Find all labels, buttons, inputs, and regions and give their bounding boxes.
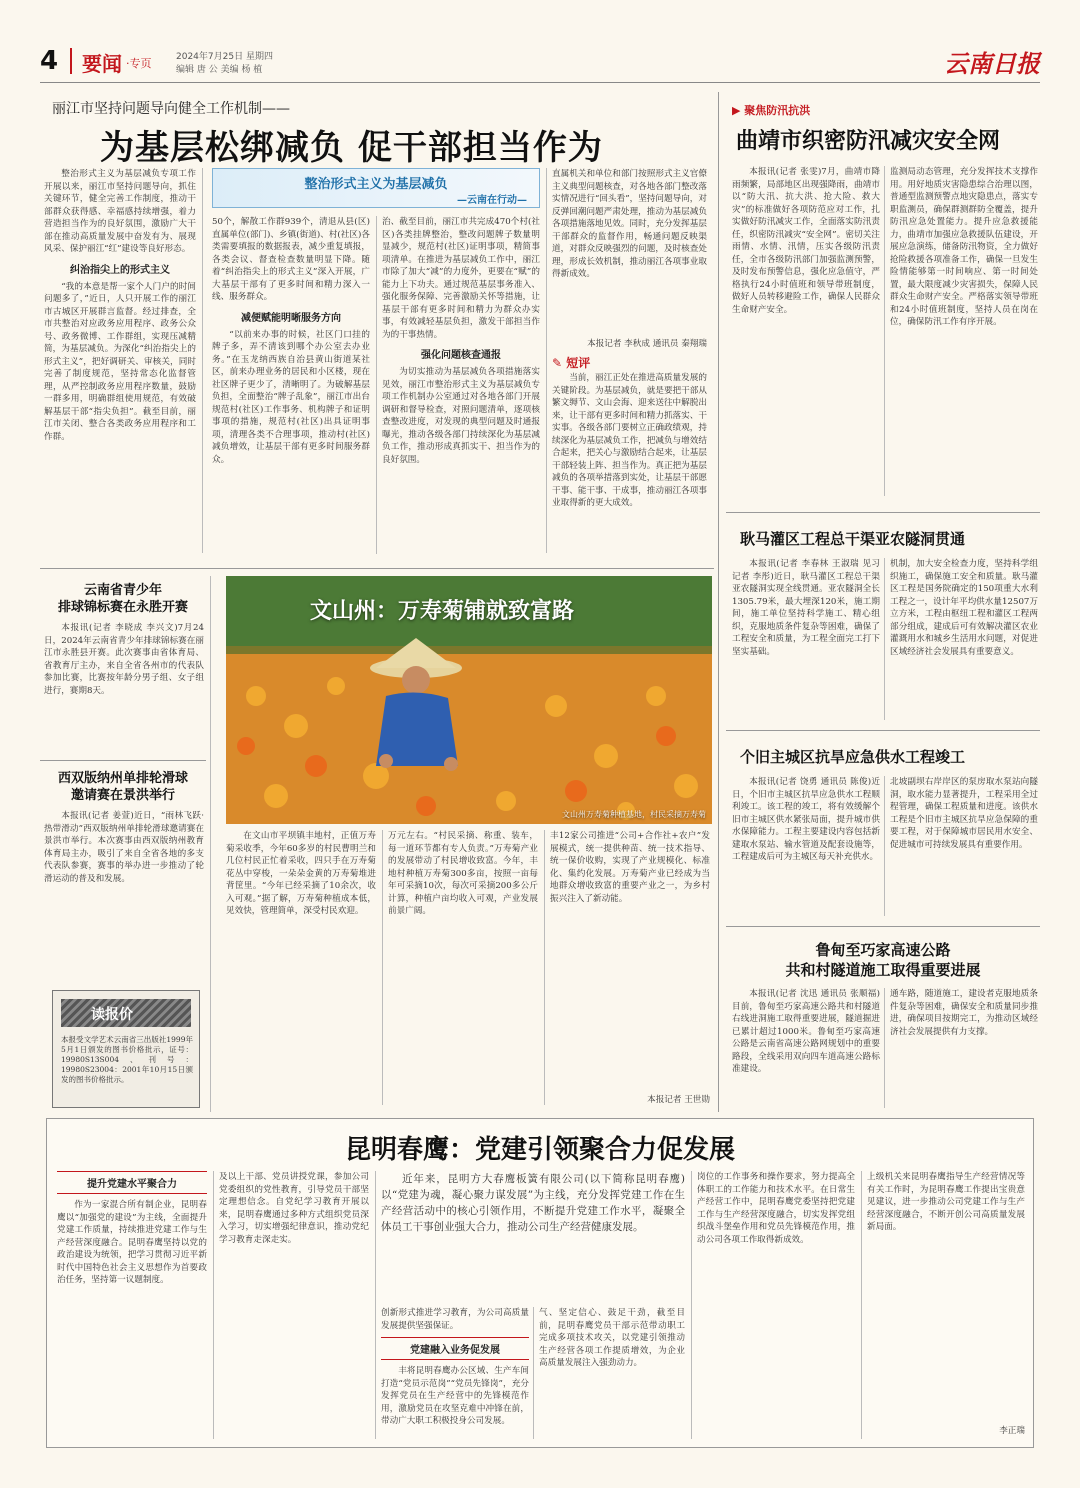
lijiang-col3-text: 治、截至目前，丽江市共完成470个村(社区)各类挂牌整治，整改问题牌子数量明显减少，规范村(社区)证明事项，精简事项清单。在推进为基层减负工作中，丽江市除了加大“减”的力度外，更要在“赋”的能力上下功夫。通过规范基层事务准入、强化服务保障、完善激励关怀等措施，让基层干部有更多时间和精力为群众办实事，有效减轻基层负担，激发干部担当作为的干事热情。	[382, 217, 540, 340]
lijiang-col2-text: 50个，解散工作群939个，清退从县(区)直属单位(部门)、乡镇(街道)、村(社区)各类需要填报的数据报表，减少重复填报，各类会议、督查检查数量明显下降。随着“纠治指尖上的形式主义”深入开展，广大基层干部有了更多时间和精力深入一线、服务群众。	[212, 217, 370, 302]
qujing-col2: 监测局动态管理，充分发挥技术支撑作用。用好地质灾害隐患综合治理以图，普通型监测预警点地灾隐患点，落实专职监测员，确保群测群防全覆盖，提升防汛应急处置能力。提升应急救援能力，曲靖市加强应急救援队伍建设，开展应急演练，储备防汛物资，全力做好抢险救援各项准备工作，确保一旦发生险情能够第一时间响应、第一时间处置，最大限度减少灾害损失，保障人民群众生命财产安全。严格落实领导带班和24小时值班制度，坚持人员在岗在位，确保防汛工作有序开展。	[890, 167, 1038, 327]
divider	[202, 168, 203, 553]
main-divider	[718, 92, 719, 1112]
marigold-photo	[226, 576, 712, 824]
focus-tag	[732, 102, 810, 118]
lijiang-byline: 本报记者 李秋成 通讯员 秦翔瑞	[587, 339, 707, 349]
kunming-article	[46, 1118, 1034, 1448]
short-comment	[552, 354, 707, 554]
wenshan-article	[226, 576, 712, 1112]
divider	[382, 830, 383, 1105]
ludian-col2: 通车路，随道施工，建设者克服地质条件复杂等困难，确保安全和质量同步推进，确保项目按期完工，为推动区域经济社会发展提供有力支撑。	[890, 989, 1038, 1037]
divider	[375, 1171, 376, 1439]
volleyball-brief	[40, 576, 206, 756]
wenshan-byline: 本报记者 王世勋	[647, 1095, 710, 1105]
reader-box-text: 本报受文学艺术云南省三出版社1999年5月1日颁发的图书价格批示，证号：19980S13S004、刊号：19980S23004：2001年10月15日颁发的图书价格批示。	[61, 1035, 193, 1084]
reader-box-header	[61, 999, 191, 1027]
lijiang-col1b-text: “我的本意是帮一家个人门户的时间问题多了，”近日，人只开展工作的丽江市古城区开展群言监督。经过排查，全市共整治对应政务应用程序、政务公众号、政务微博、工作群组，实现压减精简，为基层减负。为深化“纠治指尖上的形式主义”，把好调研关、审核关，同时完善了制度规范，坚持常态化监督管理，从严控制政务应用程序数量，鼓励一群多用，明确群组使用规范，有效破解基层干部“指尖负担”。截至目前，丽江市关闭、整合各类政务应用程序和工作群。	[44, 281, 196, 442]
divider	[884, 988, 885, 1108]
editors-line: 编辑 唐 公 美编 杨 植	[176, 65, 263, 75]
lijiang-title: 为基层松绑减负 促干部担当作为	[100, 128, 603, 168]
lijiang-col1	[44, 168, 196, 558]
xishuangbanna-brief	[40, 764, 206, 976]
volleyball-text: 本报讯(记者 李晓成 李兴文)7月24日，2024年云南省青少年排球锦标赛在丽江市永胜县开赛。此次赛事由省体育局、省教育厅主办，来自全省各州市的代表队参加比赛，比赛按年龄分男子组、女子组进行，赛期8天。	[44, 623, 204, 696]
gejiu-col1: 本报讯(记者 饶勇 通讯员 陈俊)近日，个旧市主城区抗旱应急供水工程顺利竣工。该工程的竣工，将有效缓解个旧市主城区供水紧张局面，提升城市供水保障能力。工程主要建设内容包括新建取水泵站、输水管道及配套设施等，工程建成后可为主城区每天补充供水。	[732, 777, 880, 862]
wenshan-col2: 万元左右。“村民采摘、称重、装车，每一道环节都有专人负责。”万寿菊产业的发展带动了村民增收致富。今年，丰地村种植万寿菊300多亩，按照一亩每年可采摘10次，每次可采摘200多公斤计算，种植户亩均收入可观，产业发展前景广阔。	[388, 831, 538, 916]
divider	[210, 576, 211, 1112]
divider	[544, 830, 545, 1105]
gejiu-title: 个旧主城区抗旱应急供水工程竣工	[740, 748, 966, 766]
lijiang-col3b-text: 为切实推动为基层减负各项措施落实见效，丽江市整治形式主义为基层减负专项工作机制办公室通过对各地各部门开展调研和督导检查，对照问题清单，逐项核查整改进度，对发现的典型问题及时通报曝光，推动各级各部门持续深化为基层减负工作，推动形成真抓实干、担当作为的良好氛围。	[382, 367, 540, 465]
qujing-title: 曲靖市织密防汛减灾安全网	[736, 129, 1001, 154]
lijiang-col3	[382, 216, 540, 554]
lijiang-col2	[212, 216, 370, 554]
lijiang-col2-subhead: 减便赋能明晰服务方向	[241, 312, 341, 324]
reader-box	[52, 990, 200, 1108]
kunming-byline: 李正瑞	[999, 1426, 1025, 1436]
kunming-col3	[381, 1307, 529, 1443]
wenshan-title: 文山州：万寿菊铺就致富路	[310, 599, 575, 624]
gejiu-article	[726, 736, 1040, 922]
kunming-col2: 及以上干部、党员讲授党课，参加公司党委组织的党性教育，引导党员干部坚定理想信念。自党纪学习教育开展以来，昆明春鹰通过多种方式组织党员深入学习，切实增强纪律意识，推动党纪学习教育走深走实。	[219, 1172, 369, 1245]
comment-label	[552, 354, 590, 371]
reader-box-label: 读报价	[91, 1007, 133, 1023]
gengma-col2: 机制，加大安全检查力度，坚持科学组织施工，确保施工安全和质量。耿马灌区工程是国务院确定的150项重大水利工程之一，设计年平均供水量12507万立方米，工程由枢纽工程和灌区工程两部分组成，建成后可有效解决灌区农业灌溉用水和城乡生活用水问题，对促进区域经济社会发展具有重要意义。	[890, 559, 1038, 657]
lijiang-col1-text: 整治形式主义为基层减负专项工作开展以来，丽江市坚持问题导向，抓住关键环节，健全完善工作制度，推动干部群众获得感、幸福感持续增强，着力营造担当作为的良好氛围，激励广大干部在推动高质量发展中奋发有为、展现风采、保护丽江“红”建设等良好形态。	[44, 169, 196, 254]
divider	[726, 926, 1040, 927]
campaign-banner	[212, 168, 540, 208]
masthead-rule	[40, 82, 1040, 83]
page-number: 4	[40, 46, 59, 76]
divider	[726, 512, 1040, 513]
lijiang-kicker: 丽江市坚持问题导向健全工作机制——	[52, 101, 290, 117]
comment-icon: ✎	[552, 356, 567, 370]
banner-title: 整治形式主义为基层减负	[304, 177, 448, 192]
section-tag: ·专页	[126, 57, 152, 70]
xishuangbanna-text: 本报讯(记者 姜萱)近日，“雨林飞跃·热带滑动”西双版纳州单排轮滑球邀请赛在景洪市举行。本次赛事由西双版纳州教育体育局主办，吸引了来自全省各地的多支代表队参赛，赛事的举办进一步推动了轮滑运动的普及和发展。	[44, 811, 204, 884]
wenshan-col1: 在文山市平坝镇丰地村，正值万寿菊采收季，今年60多岁的村民曹明兰和几位村民正忙着采收，四只手在万寿菊花丛中穿梭，一朵朵金黄的万寿菊堆进背筐里。“今年已经采摘了10余次，收入可观。”据了解，万寿菊种植成本低，见效快，管理简单，深受村民欢迎。	[226, 831, 376, 916]
wenshan-col3: 丰12家公司推进“公司+合作社+农户”发展模式，统一提供种苗、统一技术指导、统一保价收购，实现了产业规模化、标准化、集约化发展。万寿菊产业已经成为当地群众增收致富的重要产业之一，为乡村振兴注入了新动能。	[550, 831, 710, 904]
photo-caption: 文山州万寿菊种植基地，村民采摘万寿菊	[562, 810, 706, 819]
divider	[376, 216, 377, 554]
kunming-col1-text: 作为一家混合所有制企业，昆明春鹰以“加强党的建设”为主线，全面提升党建工作质量，持续推进党建工作与生产经营深度融合。昆明春鹰坚持以党的政治建设为统领，把学习贯彻习近平新时代中国特色社会主义思想作为首要政治任务，坚持第一议题制度。	[57, 1200, 207, 1285]
divider	[726, 730, 1040, 731]
divider	[213, 1171, 214, 1439]
qujing-col1: 本报讯(记者 张雯)7月，曲靖市降雨频繁，局部地区出现强降雨，曲靖市以“防大汛、抗大洪、抢大险、救大灾”的标准做好各项防范应对工作，扎实做好防汛减灾工作，全面落实防汛责任，织密防汛减灾“安全网”。密切关注雨情、水情、汛情，压实各级防汛责任，全市各级防汛部门加强监测预警，及时发布预警信息，强化应急值守，严格执行24小时值班和领导带班制度，做好人员转移避险工作，确保人民群众生命财产安全。	[732, 167, 880, 315]
kunming-title: 昆明春鹰：党建引领聚合力促发展	[344, 1135, 735, 1165]
date-line: 2024年7月25日 星期四	[176, 52, 273, 62]
kunming-subhead-2: 党建融入业务促发展	[381, 1337, 529, 1360]
gejiu-col2: 北坡副坝右岸岸区的泵房取水泵站向隧洞，取水能力显著提升，工程采用全过程管理，确保工程质量和进度。该供水工程是个旧市主城区抗旱应急保障的重要工程，对于保障城市居民用水安全、促进城市可持续发展具有重要作用。	[890, 777, 1038, 850]
divider	[884, 166, 885, 496]
banner-subtitle: —云南在行动—	[457, 195, 527, 206]
focus-tag-text: 聚焦防汛抗洪	[744, 104, 811, 117]
kunming-col4: 气、坚定信心、鼓足干劲，截至目前，昆明春鹰党员干部示范带动职工完成多项技术攻关，以党建引领推动生产经营各项工作提质增效，为企业高质量发展注入强劲动力。	[539, 1308, 685, 1368]
gengma-col1: 本报讯(记者 李春林 王淑瑞 见习记者 李彤)近日，耿马灌区工程总干渠亚农隧洞实现全线贯通。亚农隧洞全长1305.79米，最大埋深120米，施工期间，施工单位坚持科学施工、精心组织，克服地质条件复杂等困难，确保了工程安全和质量，为工程全面完工打下坚实基础。	[732, 559, 880, 657]
lijiang-article	[40, 92, 710, 562]
paper-name-logo: 云南日报	[944, 49, 1040, 78]
tag-arrow-icon: ▶	[732, 104, 745, 117]
ludian-col1: 本报讯(记者 沈迅 通讯员 张顺福)目前，鲁甸至巧家高速公路共和村隧道右线进洞施工取得重要进展，隧道掘进已累计超过1000米。鲁甸至巧家高速公路是云南省高速公路网规划中的重要路段，全线采用双向四车道高速公路标准建设。	[732, 989, 880, 1074]
lijiang-col3-subhead: 强化问题核查通报	[421, 350, 501, 361]
lijiang-col4	[552, 168, 707, 348]
ludian-title: 鲁甸至巧家高速公路 共和村隧道施工取得重要进展	[785, 941, 981, 979]
divider	[884, 776, 885, 916]
ludian-article	[726, 932, 1040, 1112]
divider	[533, 1307, 534, 1439]
volleyball-title: 云南省青少年 排球锦标赛在永胜开赛	[57, 583, 188, 615]
kunming-subhead-1: 提升党建水平聚合力	[57, 1171, 207, 1194]
kunming-col3-text: 创新形式推进学习教育，为公司高质量发展提供坚强保证。	[381, 1308, 529, 1331]
divider	[884, 558, 885, 720]
kunming-lead: 近年来，昆明方大春鹰板簧有限公司(以下简称昆明春鹰)以“党建为魂，凝心聚力谋发展”为主线，充分发挥党建工作在生产经营活动中的核心引领作用，不断提升党建工作水平，凝聚全体员工干事创业强大合力，推动公司生产经营健康发展。	[381, 1173, 685, 1233]
divider	[40, 760, 206, 761]
lijiang-col2b-text: “以前来办事的时候，社区门口挂的牌子多，弄不清该到哪个办公室去办业务。”在玉龙纳西族自治县黄山街道某社区，前来办理业务的居民和小区楼，现在社区牌子更少了，清晰明了。为破解基层负担，全面整治“牌子乱象”，丽江市出台规范村(社区)工作事务、机构牌子和证明事项的措施，规范村(社区)出具证明事项，清理各类不合理事项，推动村(社区)减负增效，让基层干部有更多时间服务群众。	[212, 329, 370, 465]
gengma-article	[726, 518, 1040, 726]
qujing-article	[726, 96, 1040, 506]
divider	[861, 1171, 862, 1439]
masthead	[40, 44, 1040, 80]
divider	[40, 568, 714, 569]
divider	[691, 1171, 692, 1439]
comment-text: 当前，丽江正处在推进高质量发展的关键阶段。为基层减负，就是要把干部从繁文缛节、文山会海、迎来送往中解脱出来，让干部有更多时间和精力抓落实、干实事。各级各部门要树立正确政绩观，持续深化为基层减负工作，把减负与增效结合起来，把关心与激励结合起来，让基层干部轻装上阵、担当作为。真正把为基层减负的各项举措落到实处，让基层干部愿干事、能干事、干成事，推动丽江各项事业取得新的更大成效。	[552, 373, 707, 508]
divider	[546, 168, 547, 553]
lijiang-col4-text: 直属机关和单位和部门按照形式主义官僚主义典型问题核查，对各地各部门整改落实情况进行“回头看”，坚持问题导向，对反弹回潮问题严肃处理，推动为基层减负各项措施落地见效。同时，充分发挥基层干部群众的监督作用，畅通问题反映渠道，对群众反映强烈的问题，及时核查处理，形成长效机制，推动丽江各项事业取得新成效。	[552, 169, 707, 279]
masthead-divider	[70, 48, 72, 74]
kunming-col1	[57, 1171, 207, 1443]
section-title: 要闻	[82, 52, 122, 76]
kunming-col6: 上级机关来昆明春鹰指导生产经营情况等有关工作时，为昆明春鹰工作提出宝贵意见建议，进一步推动公司党建工作与生产经营深度融合，不断开创公司高质量发展新局面。	[867, 1172, 1025, 1232]
kunming-col5: 岗位的工作事务和操作要求，努力提高全体职工的工作能力和技术水平。在日常生产经营工作中，昆明春鹰党委坚持把党建工作与生产经营深度融合，切实发挥党组织战斗堡垒作用和党员先锋模范作用，推动公司各项工作取得新成效。	[697, 1172, 855, 1245]
gengma-title: 耿马灌区工程总干渠亚农隧洞贯通	[740, 530, 966, 548]
lijiang-col1-subhead: 纠治指尖上的形式主义	[70, 264, 170, 276]
comment-label-text: 短评	[566, 356, 591, 370]
xishuangbanna-title: 西双版纳州单排轮滑球 邀请赛在景洪举行	[57, 771, 188, 803]
kunming-col3b-text: 丰将昆明春鹰办公区域、生产车间打造“党员示范岗”“党员先锋岗”，充分发挥党员在生产经营中的先锋模范作用，激励党员在攻坚克难中冲锋在前，带动广大职工积极投身公司发展。	[381, 1366, 529, 1426]
